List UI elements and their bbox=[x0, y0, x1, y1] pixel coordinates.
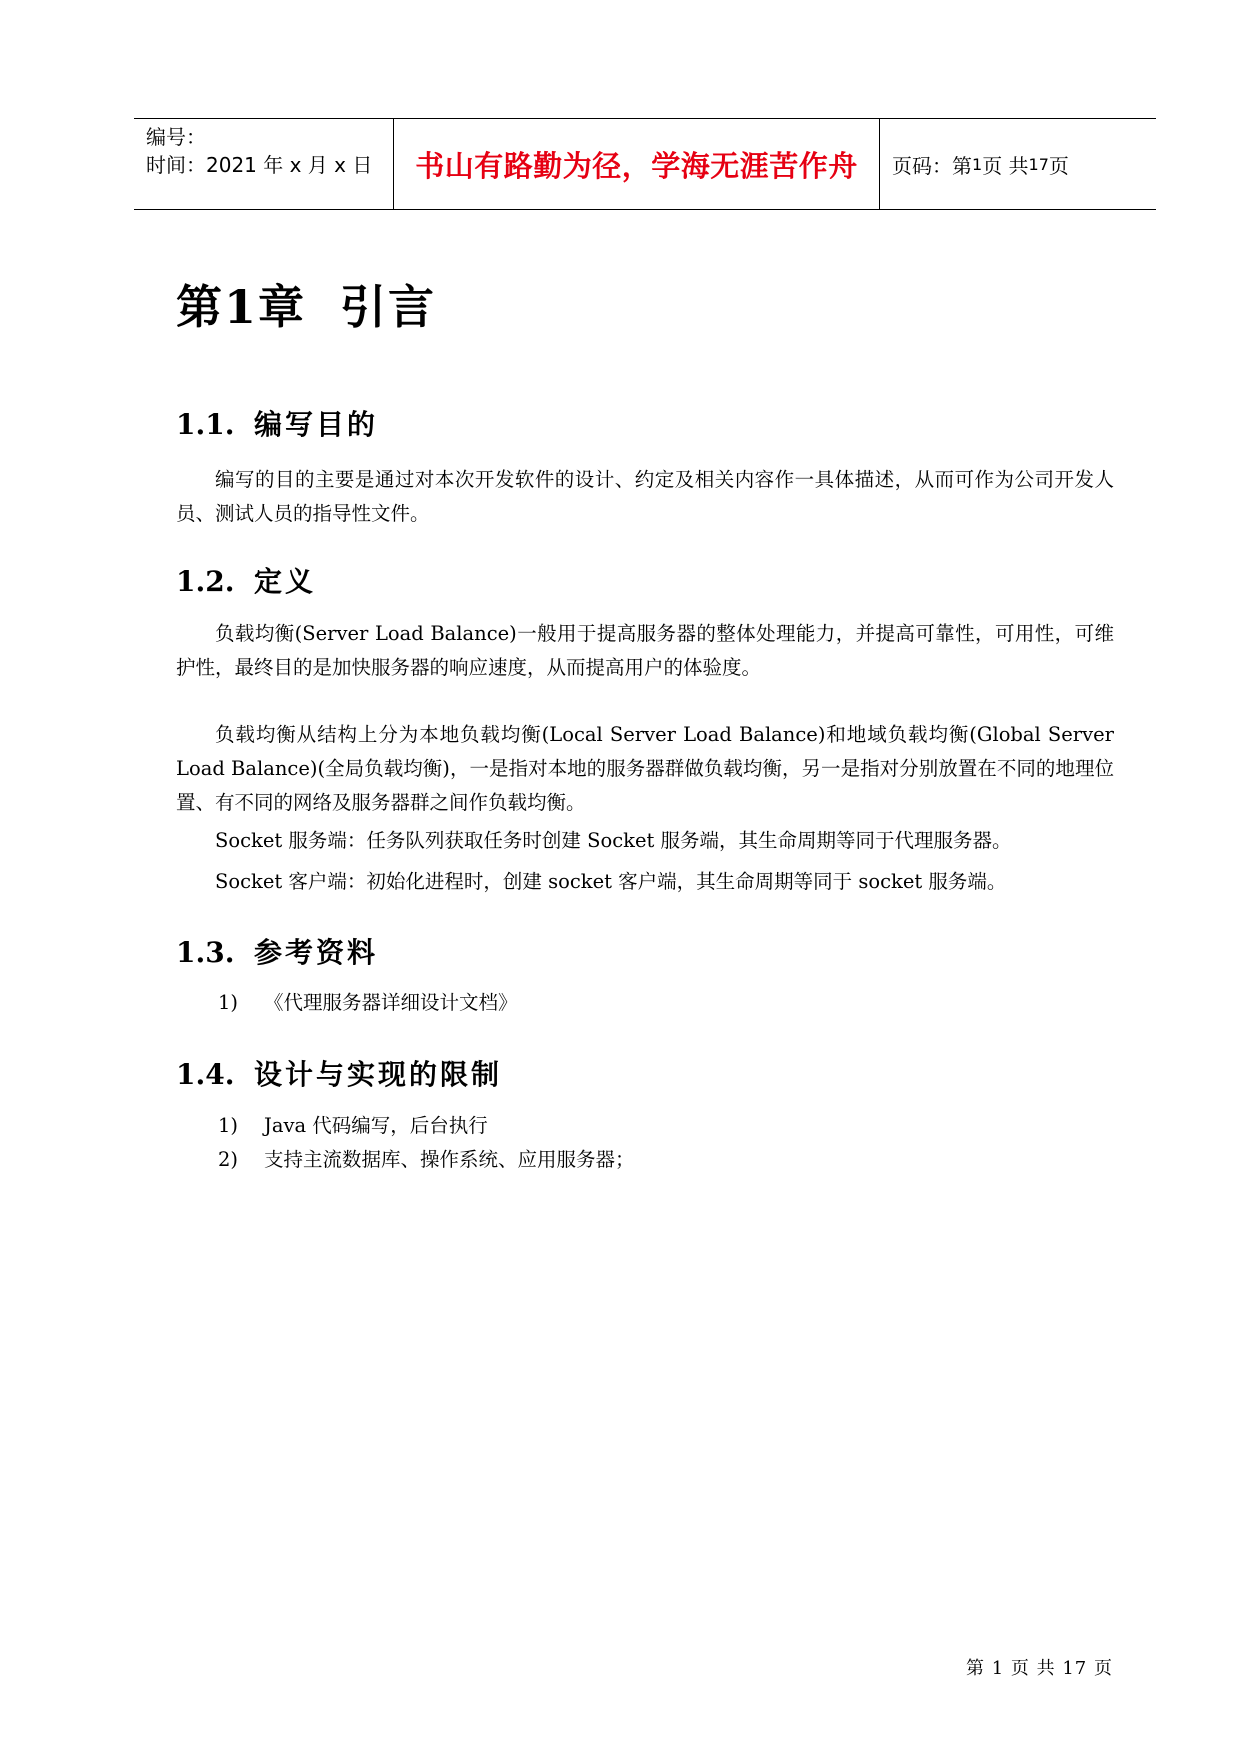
list-item-text: Java 代码编写，后台执行 bbox=[264, 1114, 488, 1137]
doc-number-label: 编号： bbox=[146, 125, 206, 149]
list-item-number: 1) bbox=[218, 1114, 239, 1137]
list-item-text: 《代理服务器详细设计文档》 bbox=[264, 991, 518, 1014]
page-label-c: 页 bbox=[1048, 153, 1069, 178]
paragraph-purpose: 编写的目的主要是通过对本次开发软件的设计、约定及相关内容作一具体描述，从而可作为公司开发人员、测试人员的指导性文件。 bbox=[176, 468, 1114, 525]
list-item bbox=[218, 1143, 635, 1177]
header-left-cell bbox=[134, 119, 394, 209]
paragraph-definition-1: 负载均衡(Server Load Balance)一般用于提高服务器的整体处理能力，并提高可靠性，可用性，可维护性，最终目的是加快服务器的响应速度，从而提高用户的体验度。 bbox=[176, 622, 1114, 679]
paragraph-socket-server: Socket 服务端：任务队列获取任务时创建 Socket 服务端，其生命周期等同于代理服务器。 bbox=[215, 829, 1012, 852]
section-number: 1.2. bbox=[176, 565, 235, 598]
section-number: 1.1. bbox=[176, 408, 235, 441]
header-page-info bbox=[880, 119, 1156, 209]
chapter-title: 引言 bbox=[340, 280, 437, 334]
list-item-number: 1) bbox=[218, 991, 239, 1014]
list-item-number: 2) bbox=[218, 1148, 239, 1171]
page-number: 1 bbox=[972, 154, 983, 174]
page-label-b: 页 共 bbox=[982, 153, 1029, 178]
doc-time-label: 时间：2021 年 x 月 x 日 bbox=[146, 153, 373, 177]
page-footer: 第 1 页 共 17 页 bbox=[966, 1658, 1113, 1679]
section-heading-1-2 bbox=[176, 562, 316, 602]
section-heading-1-3 bbox=[176, 933, 378, 973]
section-title: 定义 bbox=[254, 565, 317, 598]
section-title: 编写目的 bbox=[254, 408, 379, 441]
page-total: 17 bbox=[1028, 154, 1049, 174]
section-number: 1.3. bbox=[176, 936, 235, 969]
section-heading-1-4 bbox=[176, 1055, 502, 1095]
chapter-number: 第1章 bbox=[176, 280, 307, 334]
section-title: 参考资料 bbox=[254, 936, 379, 969]
header-motto: 书山有路勤为径，学海无涯苦作舟 bbox=[394, 119, 880, 209]
section-title: 设计与实现的限制 bbox=[254, 1058, 503, 1091]
list-item-text: 支持主流数据库、操作系统、应用服务器； bbox=[264, 1148, 635, 1171]
section-number: 1.4. bbox=[176, 1058, 235, 1091]
page-header bbox=[134, 118, 1156, 210]
list-item bbox=[218, 1109, 488, 1143]
chapter-heading bbox=[176, 272, 436, 342]
section-heading-1-1 bbox=[176, 405, 378, 445]
list-item bbox=[218, 986, 518, 1020]
paragraph-socket-client: Socket 客户端：初始化进程时，创建 socket 客户端，其生命周期等同于 socket 服务端。 bbox=[215, 870, 1007, 893]
paragraph-definition-2: 负载均衡从结构上分为本地负载均衡(Local Server Load Balance)和地域负载均衡(Global Server Load Balance)(全局负载均衡)，一是指对本地的服务器群做负载均衡，另一是指对分别放置在不同的地理位置、有不同的网络及服务器群之间作负载均衡。 bbox=[176, 723, 1114, 814]
page-label-a: 页码：第 bbox=[892, 153, 972, 178]
